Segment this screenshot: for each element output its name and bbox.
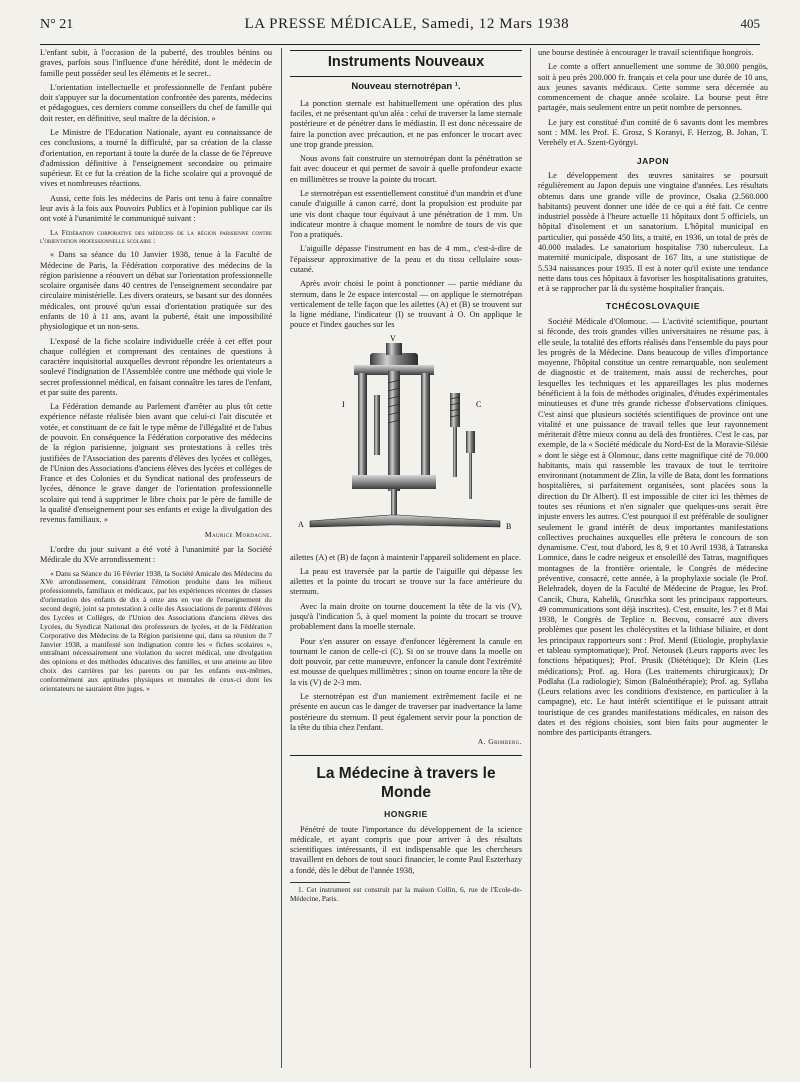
communique-heading: La Fédération corporative des médecins de la région parisienne contre l'orientation professionnelle scolaire :	[40, 227, 272, 246]
column-middle	[290, 48, 522, 1070]
paragraph: L'enfant subit, à l'occasion de la puberté, des troubles bénins ou graves, parfois sous l'influence d'une hérédité, dont le médecin de famille peut posséder seul les éléments et le secret..	[40, 48, 272, 78]
paragraph: L'orientation intellectuelle et professionnelle de l'enfant pubère doit s'appuyer sur la documentation confrontée des parents, médecins et pédagogues, ces derniers comme conseillers du chef de famille qui doit rester, en définitive, seul maître de la décision. »	[40, 82, 272, 123]
page-number: 405	[740, 16, 760, 31]
paragraph: La peau est traversée par la partie de l'aiguille qui dépasse les ailettes et la pointe du trocart se trouve sur la face antérieure du sternum.	[290, 566, 522, 597]
column-left	[40, 48, 272, 1070]
paragraph: Le développement des œuvres sanitaires se poursuit régulièrement au Japon depuis une vingtaine d'années. Les résultats obtenus dans une grande ville de province, Osaka (2.560.000 habitants) peuvent donner une idée de ce qui a été fait. Ce centre industriel possède à l'heure actuelle 11 hôpitaux dont 5 officiels, un hôpital d'isolement et un sanatorium. L'hôpital municipal en particulier, qui possède 450 lits, a traité, en 1936, un total de près de 40.000 malades. Le sanatorium hospitalise 730 tuberculeux. La maternité municipale, disposant de 167 lits, a une statistique de 5.534 naissances pour 1935. Il est à noter qu'il existe une tendance nette dans tous ces hôpitaux à favoriser les hospitalisations gratuites, et à se rapprocher par là du système hospitalier français.	[538, 171, 768, 294]
running-header	[40, 16, 760, 45]
paragraph: Le sternotrépan est essentiellement constitué d'un mandrin et d'une canule d'aiguille à canon carré, dont la propulsion est produite par une vis dont chaque tour équivaut à une pénétration de 1 mm. Un indicateur montre à chaque moment le nombre de tours de vis que l'on a pratiqués.	[290, 188, 522, 240]
section-title: La Médecine à travers le Monde	[290, 755, 522, 802]
column-rule	[281, 48, 282, 1068]
paragraph: La ponction sternale est habituellement une opération des plus faciles, et ne présentant qu'un aléa : celui de traverser la lame sternale postérieure et de pénétrer dans le médiastin. Il est donc nécessaire de faire la ponction avec précaution, et ne pas enfoncer le trocart avec une trop grande pression.	[290, 98, 522, 149]
paragraph: une bourse destinée à encourager le travail scientifique hongrois.	[538, 48, 754, 57]
paragraph: Pénétré de toute l'importance du développement de la science médicale, et ayant compris que pour arriver à des résultats scientifiques intéressants, il est indispensable que les chercheurs travaillent en dehors de tout souci financier, le comte Paul Eszterhazy a fondé, dès le début de l'année 1938,	[290, 824, 522, 875]
paragraph: Aussi, cette fois les médecins de Paris ont tenu à faire connaître leur avis à la fois aux Pouvoirs Publics et à l'opinion publique car ils ont voté à l'unanimité le communiqué suivant :	[40, 193, 272, 224]
label-c: C	[476, 399, 482, 409]
column-right	[538, 48, 768, 1070]
column-rule	[530, 48, 531, 1068]
paragraph: Le jury est constitué d'un comité de 6 savants dont les membres sont : MM. les Prof. E. Grosz, S Koranyi, F. Herzog, B. Johan, T. Verebély et A. Szent-Györgyi.	[538, 117, 768, 148]
quoted-resolution: « Dans sa Séance du 16 Février 1938, la Société Amicale des Médecins du XVe arrondissement, considérant l'émotion produite dans les milieux professionnels, familiaux et médicaux, par les expériences récentes de classes d'orientation des enfants de dix à onze ans en vue de l'enseignement du second degré, joint sa protestation à celle des Associations de parents d'élèves des Lycées et Collèges, de l'Union des Associations d'anciens élèves des Lycées, du Syndicat National des professeurs de lycées, et de la Fédération Corporative des Médecins de la Région parisienne qui, dans sa réunion du 7 Janvier 1938, a manifesté son indignation contre les « fiches scolaires », entraînant nécessairement une violation du secret médical, une divulgation des opinions et des méthodes éducatives des familles, et une atteinte au libre choix des carrières par les parents ou par les enfants eux-mêmes, conformément aux aptitudes physiques et mentales de ceux-ci dont les orientateurs ne sauraient être juges. »	[40, 568, 272, 693]
country-heading: HONGRIE	[384, 808, 428, 819]
country-heading: TCHÉCOSLOVAQUIE	[605, 301, 701, 312]
paragraph: Le comte a offert annuellement une somme de 30.000 pengös, soit à peu près 200.000 fr. français et cela pour une durée de 10 ans, aux jeunes savants médicaux. Cette somme sera décernée au commencement de chaque année scolaire. La bourse peut être partagée, mais seulement entre un petit nombre de personnes.	[538, 62, 768, 113]
country-heading: JAPON	[636, 155, 670, 166]
footnote: 1. Cet instrument est construit par la maison Collin, 6, rue de l'Ecole-de-Médecine, Paris.	[290, 885, 522, 903]
issue-number: N° 21	[40, 17, 74, 32]
paragraph: L'ordre du jour suivant a été voté à l'unanimité par la Société Médicale du XVe arrondissement :	[40, 544, 272, 565]
paragraph: Pour s'en assurer on essaye d'enfoncer légèrement la canule en tournant le canon de celle-ci (C). Si on se trouve dans la moelle on doit pouvoir, par cette manœuvre, enfoncer la canule dont l'extrémité est mousse de quelques millimètres ; sinon on tourne encore la tête de la vis (V) de 2-3 mm.	[290, 636, 522, 687]
paragraph: « Dans sa séance du 10 Janvier 1938, tenue à la Faculté de Médecine de Paris, la Fédération corporative des médecins de la région parisienne a réouvert un débat sur l'orientation professionnelle scolaire organisée dans 40 centres de l'enseignement secondaire par circulaire ministérielle. Les divers orateurs, se basant sur des données médicales, ont prouvé qu'un essai d'orientation pratiquée sur des enfants de 10 à 11 ans, avant la puberté, était une impossibilité physiologique et un non-sens.	[40, 250, 272, 332]
paragraph: L'aiguille dépasse l'instrument en bas de 4 mm., c'est-à-dire de l'épaisseur approximative de la peau et du tissu cellulaire sous-cutané.	[290, 244, 522, 274]
paragraph: La Fédération demande au Parlement d'arrêter au plus tôt cette expérience néfaste réalisée bien avant que celui-ci l'ait discutée et votée, et constituant de ce fait le type même de l'illégalité et de l'abus de pouvoir. En conséquence la Fédération corporative des médecins de la région parisienne, joignant ses protestations à celles très justifiées de l'Association des parents d'élèves des lycées et collèges, de l'Union des Associations d'anciens élèves des lycées et collèges de France et des Colonies et du Syndicat national des professeurs de lycées, dénonce le grave danger de l'orientation professionnelle scolaire qui tend à supprimer le libre choix par le père de famille de la qualité d'enseignement pour ses enfants et exige la divulgation des revenus familiaux. »	[40, 402, 272, 525]
paragraph: Société Médicale d'Olomouc. — L'activité scientifique, pourtant si féconde, des trois grandes villes universitaires ne résume pas, à elle seule, la totalité des efforts réalisés dans l'ensemble du pays pour les progrès de la Médecine. Dans beaucoup de villes d'importance moyenne, l'hôpital constitue un centre remarquable, non seulement de diagnostic et de traitement, mais aussi de recherches, pour lesquelles les techniques et les appareillages les plus modernes bénéficient à la fois de méthodes originales, d'études expérimentales minutieuses et d'une très grande richesse d'observations cliniques. C'est ainsi que plusieurs sociétés scientifiques de province ont une vitalité et une puissance de travail telles que leur rayonnement mériterait d'être mieux connu au delà des frontières. C'est le cas, par exemple, de la « Société médicale du Nord-Est de la Moravie-Silésie » dont le siège est à Olomouc, dans cette magnifique cité de 70.000 habitants, mais qui rassemble les travaux de tout le territoire environnant (notamment de Zlin, la ville de Bata, dont les formations hospitalières, si parfaitement organisées, sont placées sous la direction du Dr Albert). Il est impossible de citer ici les thèmes de toutes ses réunions et n'en signaler que quelques-uns serait être injuste envers les autres. C'est pourquoi il est préférable de souligner seulement le grand intérêt de deux importantes manifestations collectives prochaines auxquelles elle prêtera le concours de son dynamisme. C'est, tout d'abord, les 8, 9 et 10 Avril 1938, à Tatranska Lomnice, dans le cadre neigeux et ensoleillé des Tatras, magnifiques montagnes de la frontière orientale, le Congrès de médecine préventive, consacré, cette année, à la prophylaxie sociale (le Prof. Belehradek, doyen de la Faculté de Médecine de Prague, les Prof. Cancik, Chura, Kabelik, Gruschka sont les principaux rapporteurs. 49 communications sont déjà inscrites). C'est, ensuite, les 7 et 8 Mai 1938, le Congrès de Teplice n. Becvou, consacré aux divers problèmes que posent les cholécystites et la lithiase biliaire, et dont les principaux rapporteurs sont : Prof. Mentl (Etiologie, prophylaxie et tableau symptomatique); Prof. Netousek (Leurs rapports avec les fonctions hépatiques); Prof. Prusik (Diététique); Dr Klein (Les médications); Prof. ag. Hora (Les traitements chirurgicaux); Dr Podlaha (La radiologie); Simon (Balnéothérapie); Prof. ag. Syllaba (Leurs relations avec les conditions d'existence, en particulier à la campagne), etc. Le haut intérêt scientifique et le puissant attrait touristique de ces grandes manifestations médicales, en raison des dates et des régions choisies, sont bien faits pour augmenter le nombre des participants étrangers.	[538, 316, 768, 738]
article-title: Nouveau sternotrépan ¹.	[351, 80, 461, 92]
section-title: Instruments Nouveaux	[290, 50, 522, 77]
footnote-rule	[290, 882, 350, 883]
label-b: B	[506, 521, 512, 531]
journal-title: LA PRESSE MÉDICALE, Samedi, 12 Mars 1938	[244, 16, 570, 32]
paragraph: L'exposé de la fiche scolaire individuelle créée à cet effet pour chaque collégien et comprenant des centaines de questions à caractère inquisitorial auxquelles devront répondre les orientateurs a soulevé l'indignation de l'Assemblée contre une méthode qui viole le secret professionnel médical, en faisant connaître les tares de l'enfant, et par suite des parents.	[40, 336, 272, 397]
paragraph: Le Ministre de l'Education Nationale, ayant eu connaissance de ces conclusions, a tourné la difficulté, par sa création de la classe d'orientation, en reportant à toute la durée de la classe de 6e l'épreuve d'admission définitive à l'enseignement secondaire ou primaire supérieur. Et ce fut la création de la fiche scolaire qui a provoqué de vives et nombreuses réactions.	[40, 127, 272, 189]
author-signature: Maurice Mordagne.	[204, 529, 272, 539]
label-i: I	[342, 399, 345, 409]
instrument-drawing	[290, 335, 522, 547]
paragraph: Nous avons fait construire un sternotrépan dont la pénétration se fait avec douceur et qui permet de savoir à quelle profondeur exacte en millimètres se trouve la pointe du trocart.	[290, 154, 522, 184]
author-signature: A. Grimberg.	[477, 737, 522, 747]
paragraph: ailettes (A) et (B) de façon à maintenir l'appareil solidement en place.	[290, 552, 521, 562]
paragraph: Après avoir choisi le point à ponctionner — partie médiane du sternum, dans le 2e espace intercostal — on applique le sternotrépan verticalement de telle façon que les ailettes (A) et (B) se trouvent sur la ligne médiane, l'indicateur (I) se trouvant à O. On applique le pouce et l'index gauches sur les	[290, 279, 522, 330]
label-v: V	[390, 334, 396, 343]
sternotrepan-illustration	[290, 335, 522, 547]
paragraph: Avec la main droite on tourne doucement la tête de la vis (V), jusqu'à l'indication 5, à quel moment la pointe du trocart se trouve probablement dans la moelle sternale.	[290, 601, 522, 632]
label-a: A	[298, 519, 304, 529]
paragraph: Le sternotrépan est d'un maniement extrêmement facile et ne présente en aucun cas le danger de traverser par inadvertance la lame postérieure du sternum. Il peut également servir pour la ponction de la tête du tibia chez l'enfant.	[290, 692, 522, 732]
